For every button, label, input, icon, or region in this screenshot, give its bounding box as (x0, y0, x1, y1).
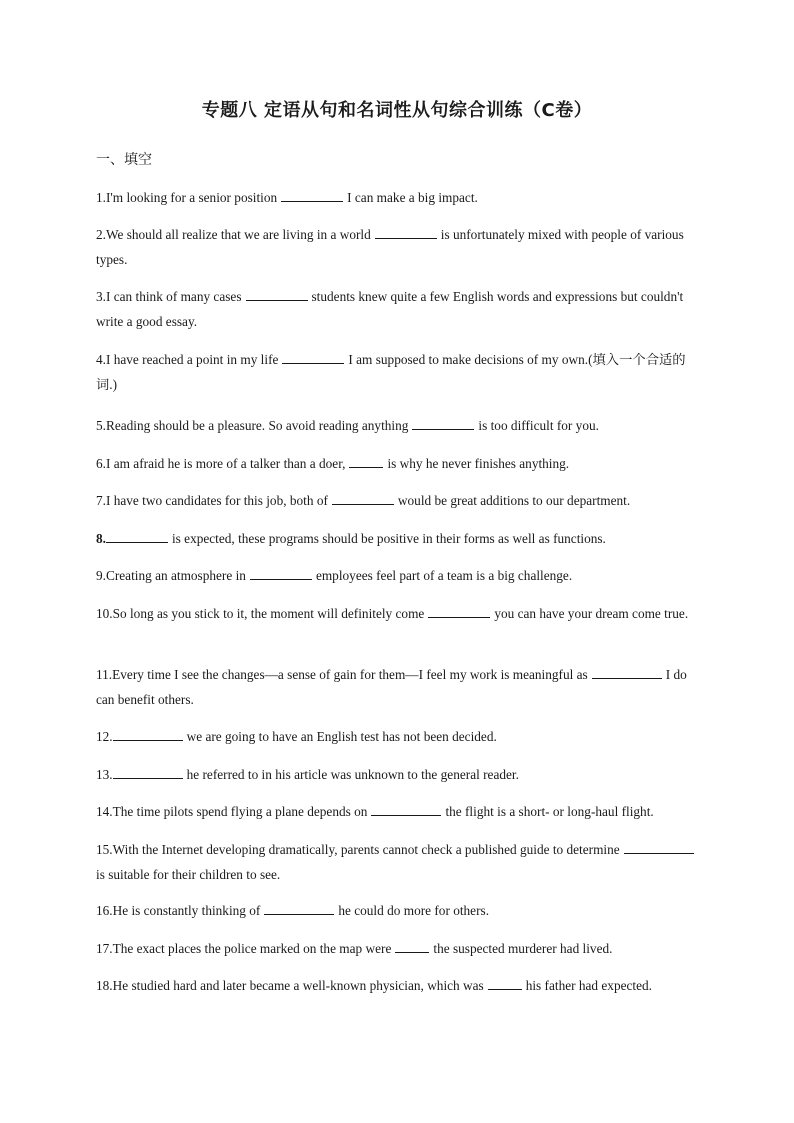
question-7 (96, 488, 700, 513)
question-text-before: I'm looking for a senior position (105, 190, 278, 205)
question-text-after: the suspected murderer had lived. (433, 941, 613, 956)
question-text-after: his father had expected. (525, 978, 652, 993)
answer-blank[interactable] (246, 288, 308, 301)
question-number: 5. (96, 418, 106, 433)
question-number: 15. (96, 842, 113, 857)
question-17 (96, 936, 700, 961)
answer-blank[interactable] (428, 605, 490, 618)
question-12 (96, 724, 700, 749)
answer-blank[interactable] (592, 666, 662, 679)
question-number: 2. (96, 227, 106, 242)
question-text-before: Every time I see the changes—a sense of gain for them—I feel my work is meaningful as (112, 667, 588, 682)
question-6 (96, 451, 700, 476)
question-text-after: employees feel part of a team is a big challenge. (315, 568, 573, 583)
question-text-before: Creating an atmosphere in (105, 568, 246, 583)
question-number: 6. (96, 456, 106, 471)
answer-blank[interactable] (113, 728, 183, 741)
question-16 (96, 898, 700, 923)
question-text-after: we are going to have an English test has not been decided. (186, 729, 497, 744)
question-text-after: students knew quite a few English words and expressions but couldn't write a good essay. (96, 289, 684, 329)
answer-blank[interactable] (488, 977, 522, 990)
question-number: 10. (96, 606, 113, 621)
question-text-before: With the Internet developing dramatically, parents cannot check a published guide to determine (112, 842, 620, 857)
answer-blank[interactable] (106, 530, 168, 543)
question-number: 17. (96, 941, 113, 956)
question-18 (96, 973, 700, 998)
question-9 (96, 563, 700, 588)
question-number: 11. (96, 667, 113, 682)
answer-blank[interactable] (349, 455, 383, 468)
question-text-before: I am afraid he is more of a talker than a doer, (105, 456, 346, 471)
question-text-after: is suitable for their children to see. (96, 867, 281, 882)
question-text-before: We should all realize that we are living in a world (105, 227, 371, 242)
question-text-before: So long as you stick to it, the moment will definitely come (112, 606, 425, 621)
answer-blank[interactable] (264, 902, 334, 915)
question-number: 4. (96, 352, 106, 367)
answer-blank[interactable] (412, 417, 474, 430)
answer-blank[interactable] (282, 351, 344, 364)
question-text-before: He is constantly thinking of (112, 903, 261, 918)
question-text-after: the flight is a short- or long-haul flight. (445, 804, 654, 819)
question-10 (96, 601, 700, 626)
question-text-before: I have two candidates for this job, both of (105, 493, 328, 508)
question-8 (96, 526, 700, 551)
question-text-after: would be great additions to our department. (397, 493, 631, 508)
question-4 (96, 347, 700, 397)
answer-blank[interactable] (375, 226, 437, 239)
answer-blank[interactable] (250, 567, 312, 580)
answer-blank[interactable] (371, 803, 441, 816)
document-title: 专题八 定语从句和名词性从句综合训练（C卷） (201, 100, 593, 121)
question-text-before: Reading should be a pleasure. So avoid reading anything (105, 418, 409, 433)
section-heading: 一、填空 (96, 152, 152, 168)
question-number: 3. (96, 289, 106, 304)
question-text-after: I can make a big impact. (347, 190, 478, 205)
answer-blank[interactable] (281, 189, 343, 202)
question-text-before: The time pilots spend flying a plane depends on (112, 804, 368, 819)
answer-blank[interactable] (113, 766, 183, 779)
answer-blank[interactable] (395, 940, 429, 953)
question-13 (96, 762, 700, 787)
question-text-after: I do can benefit others. (96, 667, 687, 707)
question-number: 14. (96, 804, 113, 819)
question-number: 7. (96, 493, 106, 508)
question-5 (96, 413, 700, 438)
question-1 (96, 185, 700, 210)
question-text-after: you can have your dream come true. (494, 606, 689, 621)
question-text-after: I am supposed to make decisions of my own.(填入一个合适的词.) (96, 352, 686, 392)
question-text-after: is why he never finishes anything. (387, 456, 570, 471)
question-number: 18. (96, 978, 113, 993)
question-number: 9. (96, 568, 106, 583)
question-number: 1. (96, 190, 106, 205)
answer-blank[interactable] (332, 492, 394, 505)
question-text-before: He studied hard and later became a well-known physician, which was (112, 978, 484, 993)
question-text-after: is expected, these programs should be positive in their forms as well as functions. (171, 531, 606, 546)
answer-blank[interactable] (624, 841, 694, 854)
question-number: 13. (96, 767, 113, 782)
question-number: 12. (96, 729, 113, 744)
question-14 (96, 799, 700, 824)
question-15 (96, 837, 700, 887)
question-text-after: he referred to in his article was unknown to the general reader. (186, 767, 519, 782)
question-text-before: I can think of many cases (105, 289, 242, 304)
question-number: 16. (96, 903, 113, 918)
question-3 (96, 284, 700, 334)
question-text-after: he could do more for others. (338, 903, 490, 918)
question-2 (96, 222, 700, 272)
question-text-after: is too difficult for you. (478, 418, 599, 433)
question-text-after: is unfortunately mixed with people of various types. (96, 227, 684, 267)
question-11 (96, 662, 700, 712)
question-number: 8. (96, 531, 106, 546)
question-text-before: I have reached a point in my life (105, 352, 279, 367)
question-text-before: The exact places the police marked on the map were (112, 941, 392, 956)
